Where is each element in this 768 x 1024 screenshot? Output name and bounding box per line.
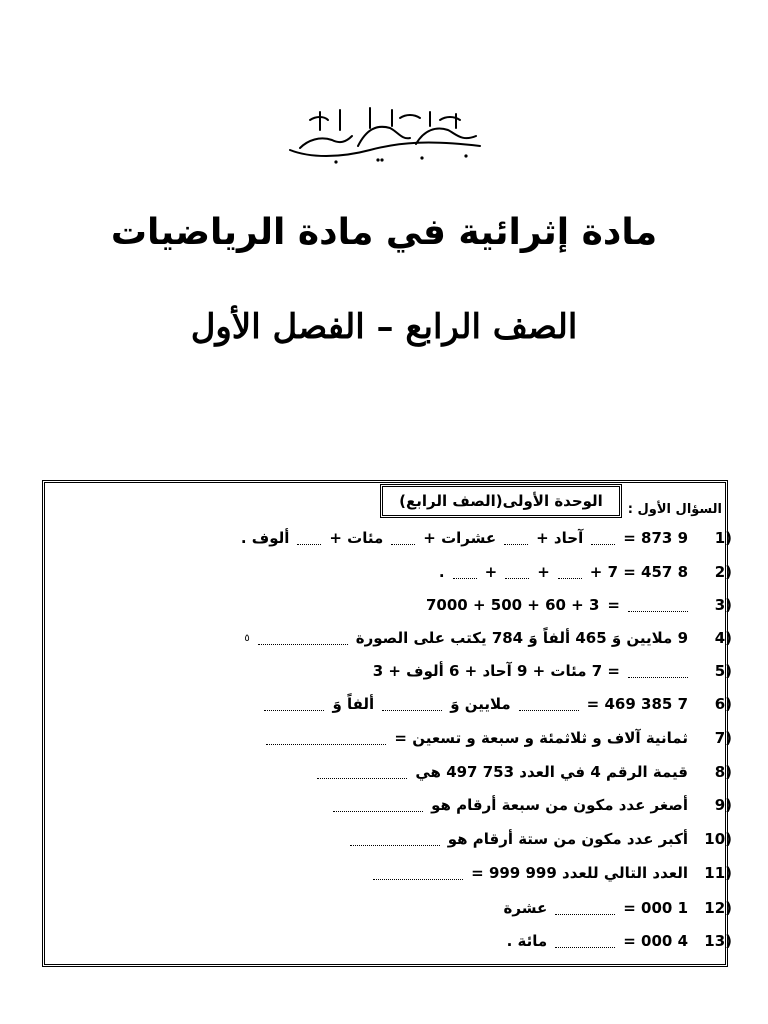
item-number: 8) — [714, 763, 732, 781]
worksheet-item — [350, 827, 688, 851]
item-number: 2) — [714, 563, 732, 581]
worksheet-item — [373, 861, 688, 885]
worksheet-item — [333, 793, 688, 817]
worksheet-item — [264, 692, 688, 716]
item-text: أكبر عدد مكون من ستة أرقام هو — [447, 830, 688, 848]
item-text: عشرات + — [423, 529, 497, 547]
item-text: + — [537, 563, 550, 581]
answer-blank[interactable] — [504, 544, 528, 545]
answer-blank[interactable] — [555, 947, 615, 948]
item-text: آحاد + — [536, 529, 584, 547]
item-text: 8 457 = 7 + — [589, 563, 688, 581]
answer-blank[interactable] — [591, 544, 615, 545]
worksheet-item — [241, 526, 688, 550]
item-text: العدد التالي للعدد 999 999 = — [471, 864, 688, 882]
answer-blank[interactable] — [628, 611, 688, 612]
page-subtitle: الصف الرابع – الفصل الأول — [190, 307, 578, 347]
item-text: 9 873 = — [623, 529, 688, 547]
worksheet-item — [244, 626, 688, 650]
unit-title-box: الوحدة الأولى(الصف الرابع) — [380, 484, 622, 518]
worksheet-item — [266, 726, 688, 750]
item-number: 7) — [714, 729, 732, 747]
item-text: ثمانية آلاف و ثلاثمئة و سبعة و تسعين = — [394, 729, 688, 747]
item-text: . — [438, 563, 445, 581]
item-text: + — [484, 563, 498, 581]
item-text: قيمة الرقم 4 في العدد 753 497 هي — [415, 763, 688, 781]
page-title: مادة إثرائية في مادة الرياضيات — [110, 212, 658, 253]
answer-blank[interactable] — [258, 644, 348, 645]
answer-blank[interactable] — [505, 578, 529, 579]
item-text: أصغر عدد مكون من سبعة أرقام هو — [431, 796, 688, 814]
item-number: 12) — [704, 899, 732, 917]
answer-blank[interactable] — [333, 811, 423, 812]
item-text: مئات + — [329, 529, 384, 547]
item-text: ألفاً وَ — [332, 695, 375, 713]
answer-blank[interactable] — [628, 677, 688, 678]
answer-blank[interactable] — [558, 578, 582, 579]
item-text: ألوف . — [240, 529, 290, 547]
item-text: = 7 مئات + 9 آحاد + 6 ألوف + 3 — [372, 662, 620, 680]
answer-blank[interactable] — [382, 710, 442, 711]
worksheet-item — [507, 929, 688, 953]
answer-blank[interactable] — [519, 710, 579, 711]
item-number: 13) — [704, 932, 732, 950]
answer-blank[interactable] — [373, 879, 463, 880]
worksheet-item — [317, 760, 688, 784]
item-number: 1) — [714, 529, 732, 547]
answer-blank[interactable] — [391, 544, 415, 545]
answer-blank[interactable] — [555, 914, 615, 915]
basmala-calligraphy — [280, 100, 490, 170]
item-text: 4 000 = — [623, 932, 688, 950]
answer-blank[interactable] — [350, 845, 440, 846]
worksheet-item — [504, 896, 688, 920]
answer-blank[interactable] — [266, 744, 386, 745]
item-text: 1 000 = — [623, 899, 688, 917]
worksheet-item — [373, 659, 688, 683]
item-text: مائة . — [506, 932, 548, 950]
item-number: 4) — [714, 629, 732, 647]
item-text: عشرة — [503, 899, 548, 917]
worksheet-item — [439, 560, 688, 584]
worksheet-frame — [42, 480, 728, 967]
item-text: 7000 + 500 + 60 + 3 — [426, 596, 600, 614]
item-number: 6) — [714, 695, 732, 713]
item-text: ٥ — [244, 632, 250, 644]
answer-blank[interactable] — [264, 710, 324, 711]
item-text: 7 385 469 = — [586, 695, 688, 713]
item-number: 10) — [704, 830, 732, 848]
item-text: ملايين وَ — [450, 695, 511, 713]
item-text: = — [607, 596, 620, 614]
answer-blank[interactable] — [297, 544, 321, 545]
question-label: السؤال الأول : — [627, 502, 722, 517]
item-text: 9 ملايين وَ 465 ألفاً وَ 784 يكتب على الصورة — [355, 629, 688, 647]
answer-blank[interactable] — [317, 778, 407, 779]
item-number: 9) — [714, 796, 732, 814]
item-number: 5) — [714, 662, 732, 680]
item-number: 3) — [714, 596, 732, 614]
worksheet-item — [426, 593, 688, 617]
answer-blank[interactable] — [453, 578, 477, 579]
item-number: 11) — [704, 864, 732, 882]
